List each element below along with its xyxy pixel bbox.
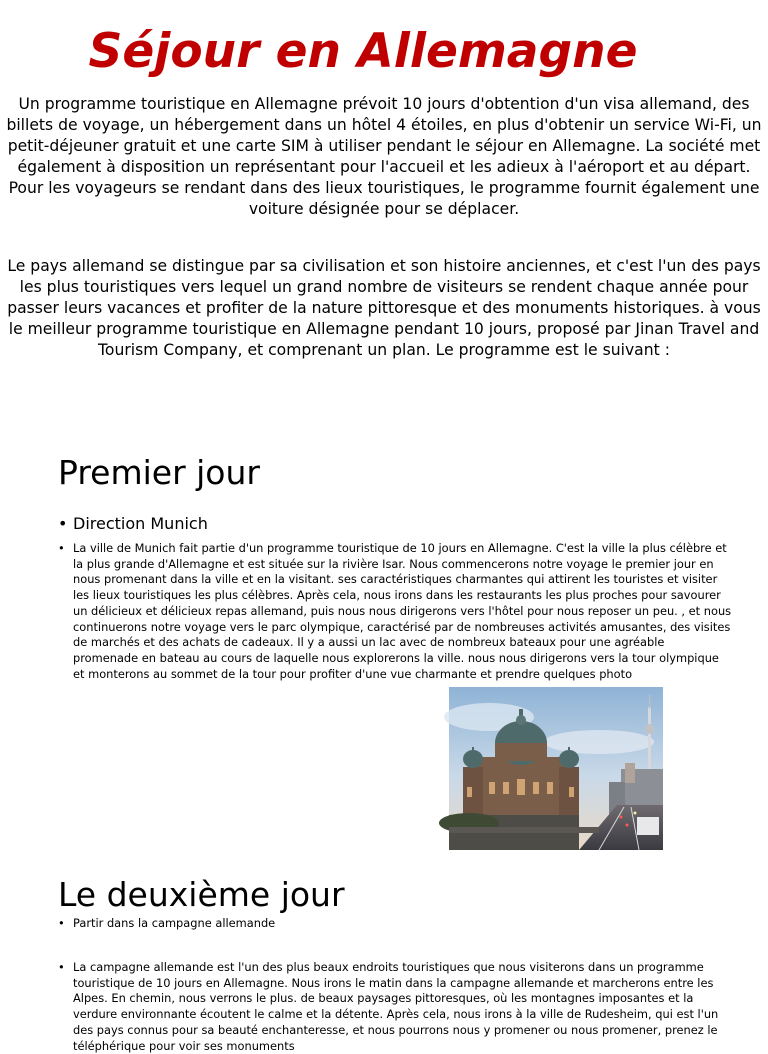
intro-paragraph-2: Le pays allemand se distingue par sa civilisation et son histoire anciennes, et c'est l'un des pays les plus touristiques vers lequel un grand nombre de visiteurs se rendent chaque année pour passer leurs vacances et profiter de la nature pittoresque et des monuments historiques. à vous le meilleur programme touristique en Allemagne pendant 10 jours, proposé par Jinan Travel and Tourism Company, et comprenant un plan. Le programme est le suivant : <box>7 257 761 359</box>
day2-bullet-title-text: Partir dans la campagne allemande <box>73 916 276 930</box>
bullet-dot-icon: • <box>58 514 68 533</box>
intro-paragraph-1: Un programme touristique en Allemagne prévoit 10 jours d'obtention d'un visa allemand, des billets de voyage, un hébergement dans un hôtel 4 étoiles, en plus d'obtenir un service Wi-Fi, un petit-déjeuner gratuit et une carte SIM à utiliser pendant le séjour en Allemagne. La société met également à disposition un représentant pour l'accueil et les adieux à l'aéroport et au départ. Pour les voyageurs se rendant dans des lieux touristiques, le programme fournit également une voiture désignée pour se déplacer. <box>6 95 762 218</box>
berlin-cathedral-photo <box>449 687 663 850</box>
day1-bullet-title <box>58 513 713 535</box>
bullet-dot-icon: • <box>58 960 65 974</box>
page-title: Séjour en Allemagne <box>88 24 638 79</box>
day2-bullet-body: La campagne allemande est l'un des plus beaux endroits touristiques que nous visiterons dans un programme touristique de 10 jours en Allemagne. Nous irons le matin dans la campagne allemande et marcherons entre les Alpes. En chemin, nous verrons le plus. de beaux paysages pittoresques, où les montagnes imposantes et la verdure environnante écoutent le calme et la détente. Après cela, nous irons à la ville de Rudesheim, qui est l'un des pays connus pour sa beauté enchanteresse, et nous pourrons nous y promener ou nous promener, prenez le téléphérique pour voir ses monuments <box>73 960 719 1053</box>
bullet-dot-icon: • <box>58 541 65 555</box>
day1-bullet-title-text: Direction Munich <box>73 514 208 533</box>
bullet-dot-icon: • <box>58 916 65 930</box>
day2-bullet-text <box>58 960 733 1054</box>
day1-bullet-body: La ville de Munich fait partie d'un programme touristique de 10 jours en Allemagne. C'est la ville la plus célèbre et la plus grande d'Allemagne et est située sur la rivière Isar. Nous commencerons notre voyage le premier jour en nous promenant dans la ville et en la visitant. ses caractéristiques charmantes qui attirent les touristes et visiter les lieux touristiques les plus célèbres. Après cela, nous irons dans les restaurants les plus proches pour savourer un délicieux et délicieux repas allemand, puis nous nous dirigerons vers l'hôtel pour nous reposer un peu. , et nous continuerons notre voyage vers le parc olympique, caractérisé par de nombreuses activités amusantes, des visites de marchés et des achats de cadeaux. Il y a aussi un lac avec de nombreux bateaux pour une agréable promenade en bateau au cours de laquelle nous explorerons la ville. nous nous dirigerons vers la tour olympique et monterons au sommet de la tour pour profiter d'une vue charmante et prendre quelques photo <box>73 541 732 681</box>
day1-bullet-text <box>58 541 733 682</box>
day1-heading: Premier jour <box>58 453 260 492</box>
day2-bullet-title <box>58 916 733 932</box>
day2-heading: Le deuxième jour <box>58 875 345 914</box>
